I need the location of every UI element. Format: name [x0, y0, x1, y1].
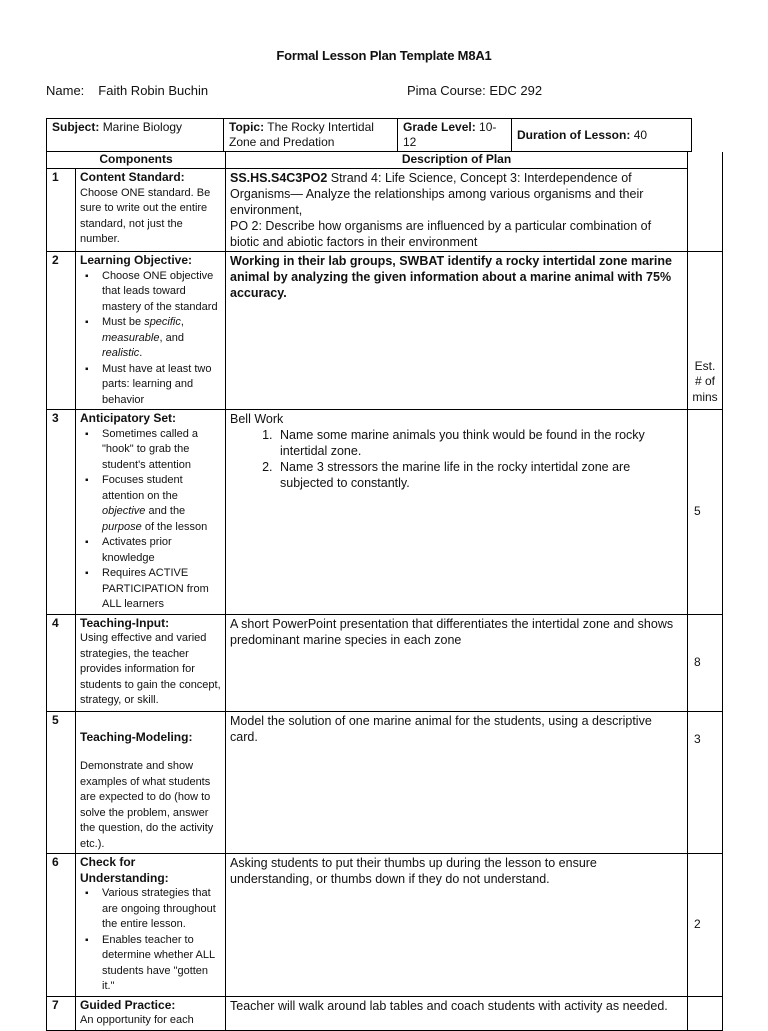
components-header: Components [47, 152, 226, 169]
plan-description-2: PO 2: Describe how organisms are influenced by a particular combination of biotic and abiotic factors in their environment [230, 219, 652, 249]
standard-code: SS.HS.S4C3PO2 [230, 171, 328, 185]
topic-cell: Topic: The Rocky Intertidal Zone and Predation [224, 119, 398, 152]
document-title: Formal Lesson Plan Template M8A1 [276, 48, 492, 63]
est-mins: 2 [688, 854, 723, 997]
est-mins-header: Est. # of mins [688, 252, 723, 410]
row-number: 4 [47, 614, 76, 711]
plan-description: Bell Work [230, 412, 284, 426]
table-row [47, 252, 723, 410]
list-item: ▪ Must be specific, measurable, and realistic. [102, 315, 221, 362]
list-item: ▪ Focuses student attention on the objective and the purpose of the lesson [102, 473, 221, 535]
row-number: 3 [47, 410, 76, 615]
component-text: Choose ONE standard. Be sure to write out the entire standard, not just the number. [80, 186, 211, 245]
grade-value: 10-12 [403, 120, 497, 149]
plan-description: Model the solution of one marine animal for the students, using a descriptive card. [226, 711, 688, 854]
plan-description: Strand 4: Life Science, Concept 3: Interdependence of Organisms— Analyze the relationships among various organisms and their environment, [230, 171, 644, 217]
est-mins: 5 [688, 410, 723, 615]
topic-value: The Rocky Intertidal Zone and Predation [229, 120, 374, 149]
component-text: Using effective and varied strategies, the teacher provides information for students to gain the concept, strategy, or skill. [80, 632, 221, 706]
subject-value: Marine Biology [102, 120, 183, 134]
list-item: ▪ Requires ACTIVE PARTICIPATION from ALL learners [102, 566, 221, 613]
est-mins: 8 [688, 614, 723, 711]
plan-description: Teacher will walk around lab tables and coach students with activity as needed. [226, 996, 688, 1030]
name-value: Faith Robin Buchin [98, 83, 209, 98]
table-row [47, 169, 723, 252]
row-number: 1 [47, 169, 76, 252]
course-value: EDC 292 [489, 83, 543, 98]
est-mins: 3 [688, 711, 723, 854]
component-title: Teaching-Modeling: [80, 729, 193, 744]
plan-description: A short PowerPoint presentation that differentiates the intertidal zone and shows predominant marine species in each zone [226, 614, 688, 711]
component-title: Learning Objective: [80, 253, 193, 267]
component-title: Check for Understanding: [80, 855, 169, 885]
course-line [407, 83, 542, 98]
list-item: ▪ Must have at least two parts: learning and behavior [102, 362, 221, 409]
est-mins [688, 996, 723, 1030]
duration-value: 40 [633, 127, 648, 142]
name-label: Name: [46, 83, 85, 98]
list-item: ▪ Sometimes called a "hook" to grab the student's attention [102, 427, 221, 474]
list-item: ▪ Activates prior knowledge [102, 535, 221, 566]
table-row [47, 614, 723, 711]
table-row [47, 410, 723, 615]
row-number: 7 [47, 996, 76, 1030]
lesson-plan-table [46, 151, 723, 1031]
component-title: Teaching-Input: [80, 615, 170, 630]
component-text: An opportunity for each [80, 1014, 194, 1026]
duration-cell: Duration of Lesson: 40 [512, 119, 692, 152]
component-text: Demonstrate and show examples of what students are expected to do (how to solve the problem, answer the question, do the activity etc.). [80, 760, 214, 850]
plan-description: Asking students to put their thumbs up during the lesson to ensure understanding, or thumbs down if they do not understand. [226, 854, 688, 997]
list-item: 1. Name some marine animals you think would be found in the rocky intertidal zone. [276, 427, 683, 459]
subject-cell: Subject: Marine Biology [47, 119, 224, 152]
component-title: Content Standard: [80, 170, 185, 184]
summary-table [46, 118, 692, 152]
row-number: 5 [47, 711, 76, 854]
list-item: ▪ Enables teacher to determine whether ALL students have "gotten it." [102, 933, 221, 995]
component-title: Guided Practice: [80, 997, 176, 1012]
list-item: ▪ Various strategies that are ongoing throughout the entire lesson. [102, 886, 221, 933]
list-item: ▪ Choose ONE objective that leads toward mastery of the standard [102, 269, 221, 316]
name-line [46, 83, 208, 98]
table-row [47, 854, 723, 997]
component-title: Anticipatory Set: [80, 411, 177, 425]
grade-cell: Grade Level: 10-12 [398, 119, 512, 152]
table-row [47, 711, 723, 854]
plan-description: Working in their lab groups, SWBAT identify a rocky intertidal zone marine animal by analyzing the given information about a marine animal with 75% accuracy. [226, 252, 688, 410]
table-row [47, 996, 723, 1030]
course-label: Pima Course: [407, 83, 486, 98]
description-header: Description of Plan [226, 152, 688, 169]
row-number: 6 [47, 854, 76, 997]
list-item: 2. Name 3 stressors the marine life in the rocky intertidal zone are subjected to constantly. [276, 459, 683, 491]
row-number: 2 [47, 252, 76, 410]
